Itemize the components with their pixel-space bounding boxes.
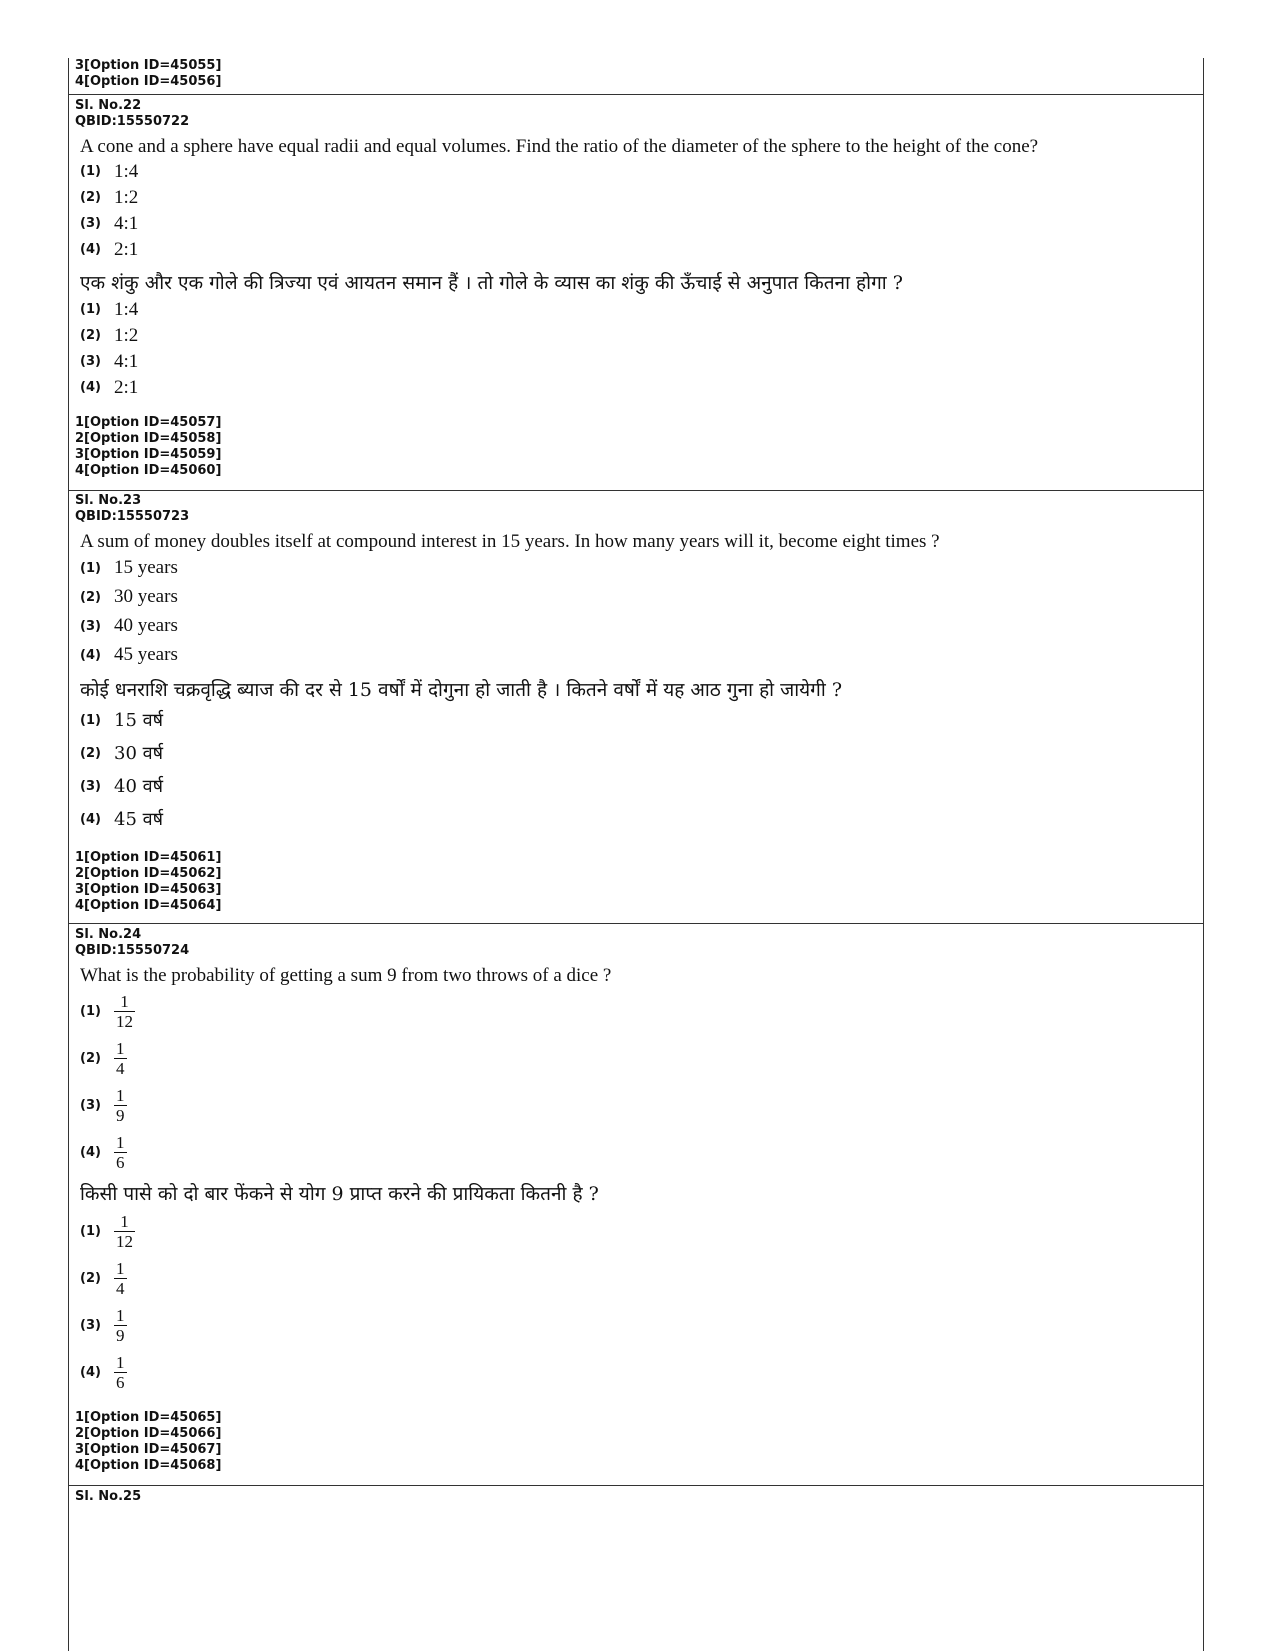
option-number: (1) (80, 560, 101, 576)
option-number: (3) (80, 1097, 101, 1113)
option-text: 1:4 (114, 298, 139, 320)
option-item (80, 237, 1203, 263)
fraction-denominator: 9 (116, 1325, 125, 1345)
option-id-line: 3[Option ID=45055] (75, 58, 222, 73)
option-fraction (114, 1039, 127, 1078)
option-item (80, 554, 1203, 583)
question-text-english: What is the probability of getting a sum 9 from two throws of a dice ? (80, 964, 612, 986)
question-23 (69, 493, 1203, 915)
option-item (80, 583, 1203, 612)
option-item (80, 211, 1203, 237)
fraction-numerator: 1 (116, 1305, 125, 1325)
divider (69, 1485, 1203, 1486)
option-item (80, 737, 1203, 770)
qbid: QBID:15550722 (75, 114, 190, 130)
option-fraction (114, 1306, 127, 1345)
option-text: 2:1 (114, 238, 139, 260)
option-number: (4) (80, 647, 101, 663)
option-text: 45 वर्ष (114, 809, 164, 831)
option-item (80, 1255, 1203, 1302)
option-item (80, 1082, 1203, 1129)
fraction-denominator: 12 (116, 1231, 133, 1251)
option-number: (3) (80, 216, 101, 232)
qbid: QBID:15550724 (75, 943, 190, 959)
option-number: (4) (80, 380, 101, 396)
option-id-line: 3[Option ID=45067] (75, 1442, 222, 1458)
option-ids (75, 415, 1203, 480)
option-number: (2) (80, 745, 101, 761)
serial-number: Sl. No.22 (75, 98, 142, 113)
option-text: 40 वर्ष (114, 776, 164, 798)
option-item (80, 612, 1203, 641)
option-number: (2) (80, 1050, 101, 1066)
fraction-denominator: 6 (116, 1152, 125, 1172)
option-fraction (114, 1212, 135, 1251)
option-fraction (114, 1259, 127, 1298)
option-text: 1:2 (114, 186, 139, 208)
option-item (80, 1035, 1203, 1082)
fraction-numerator: 1 (116, 1132, 125, 1152)
option-item (80, 159, 1203, 185)
option-id-line: 1[Option ID=45065] (75, 1409, 222, 1425)
option-text: 30 years (114, 586, 178, 608)
fraction-numerator: 1 (116, 1085, 125, 1105)
option-id-line: 3[Option ID=45063] (75, 882, 222, 898)
option-fraction (114, 992, 135, 1031)
option-item (80, 185, 1203, 211)
option-item (80, 1208, 1203, 1255)
option-text: 2:1 (114, 376, 139, 398)
qbid: QBID:15550723 (75, 509, 190, 525)
fraction-denominator: 4 (116, 1058, 125, 1078)
option-item (80, 704, 1203, 737)
option-id-line: 3[Option ID=45059] (75, 447, 222, 463)
option-item (80, 1349, 1203, 1396)
option-item (80, 803, 1203, 836)
options-hindi (75, 704, 1203, 836)
option-number: (2) (80, 328, 101, 344)
previous-option-ids (69, 58, 1203, 91)
option-item (80, 770, 1203, 803)
option-number: (2) (80, 190, 101, 206)
option-item (80, 297, 1203, 323)
fraction-numerator: 1 (116, 1258, 125, 1278)
option-ids (75, 850, 1203, 915)
fraction-denominator: 9 (116, 1105, 125, 1125)
option-id-line: 4[Option ID=45060] (75, 463, 222, 479)
serial-number: Sl. No.23 (75, 493, 142, 508)
option-item (80, 988, 1203, 1035)
fraction-denominator: 12 (116, 1011, 133, 1031)
serial-number: Sl. No.24 (75, 927, 142, 942)
option-text: 40 years (114, 615, 178, 637)
option-text: 4:1 (114, 212, 139, 234)
question-paper-frame (68, 58, 1204, 1651)
option-text: 4:1 (114, 350, 139, 372)
option-id-line: 2[Option ID=45066] (75, 1425, 222, 1441)
option-number: (1) (80, 164, 101, 180)
divider (69, 923, 1203, 924)
question-text-english: A sum of money doubles itself at compound interest in 15 years. In how many years will it, become eight times ? (80, 530, 940, 552)
fraction-denominator: 6 (116, 1372, 125, 1392)
divider (69, 94, 1203, 95)
option-item (80, 375, 1203, 401)
option-id-line: 4[Option ID=45068] (75, 1458, 222, 1474)
option-id-line: 1[Option ID=45057] (75, 414, 222, 430)
options-hindi (75, 1208, 1203, 1396)
option-id-line: 4[Option ID=45064] (75, 898, 222, 914)
fraction-numerator: 1 (116, 1038, 125, 1058)
option-number: (2) (80, 1270, 101, 1286)
fraction-numerator: 1 (116, 1352, 125, 1372)
option-ids (75, 1410, 1203, 1475)
option-text: 45 years (114, 644, 178, 666)
question-text-english: A cone and a sphere have equal radii and equal volumes. Find the ratio of the diameter of the sphere to the height of the cone? (80, 135, 1039, 157)
option-text: 1:2 (114, 324, 139, 346)
serial-number: Sl. No.25 (75, 1489, 142, 1504)
option-number: (4) (80, 811, 101, 827)
option-number: (4) (80, 1144, 101, 1160)
options-english (75, 988, 1203, 1176)
question-text-hindi: एक शंकु और एक गोले की त्रिज्या एवं आयतन समान हैं । तो गोले के व्यास का शंकु की ऊँचाई से अनुपात कितना होगा ? (80, 271, 903, 294)
fraction-numerator: 1 (120, 1211, 129, 1231)
option-number: (1) (80, 1223, 101, 1239)
options-english (75, 554, 1203, 670)
option-text: 15 years (114, 557, 178, 579)
option-item (80, 323, 1203, 349)
option-number: (1) (80, 1003, 101, 1019)
option-number: (1) (80, 712, 101, 728)
option-text: 30 वर्ष (114, 743, 164, 765)
divider (69, 490, 1203, 491)
option-fraction (114, 1086, 127, 1125)
option-text: 15 वर्ष (114, 710, 164, 732)
question-22 (69, 98, 1203, 480)
question-24 (69, 927, 1203, 1475)
option-number: (3) (80, 618, 101, 634)
fraction-numerator: 1 (120, 991, 129, 1011)
question-text-hindi: किसी पासे को दो बार फेंकने से योग 9 प्राप्त करने की प्रायिकता कितनी है ? (80, 1182, 599, 1205)
options-hindi (75, 297, 1203, 401)
option-number: (1) (80, 302, 101, 318)
option-number: (2) (80, 589, 101, 605)
option-fraction (114, 1133, 127, 1172)
option-number: (3) (80, 1317, 101, 1333)
question-text-hindi: कोई धनराशि चक्रवृद्धि ब्याज की दर से 15 वर्षों में दोगुना हो जाती है । कितने वर्षों में यह आठ गुना हो जायेगी ? (80, 678, 843, 701)
option-fraction (114, 1353, 127, 1392)
options-english (75, 159, 1203, 263)
option-number: (3) (80, 778, 101, 794)
option-text: 1:4 (114, 160, 139, 182)
option-item (80, 1129, 1203, 1176)
option-id-line: 2[Option ID=45058] (75, 430, 222, 446)
option-item (80, 349, 1203, 375)
option-id-line: 2[Option ID=45062] (75, 865, 222, 881)
option-id-line: 4[Option ID=45056] (75, 74, 222, 90)
option-number: (3) (80, 354, 101, 370)
option-number: (4) (80, 1364, 101, 1380)
option-item (80, 1302, 1203, 1349)
option-item (80, 641, 1203, 670)
option-id-line: 1[Option ID=45061] (75, 849, 222, 865)
fraction-denominator: 4 (116, 1278, 125, 1298)
option-number: (4) (80, 242, 101, 258)
question-25 (69, 1489, 1203, 1505)
